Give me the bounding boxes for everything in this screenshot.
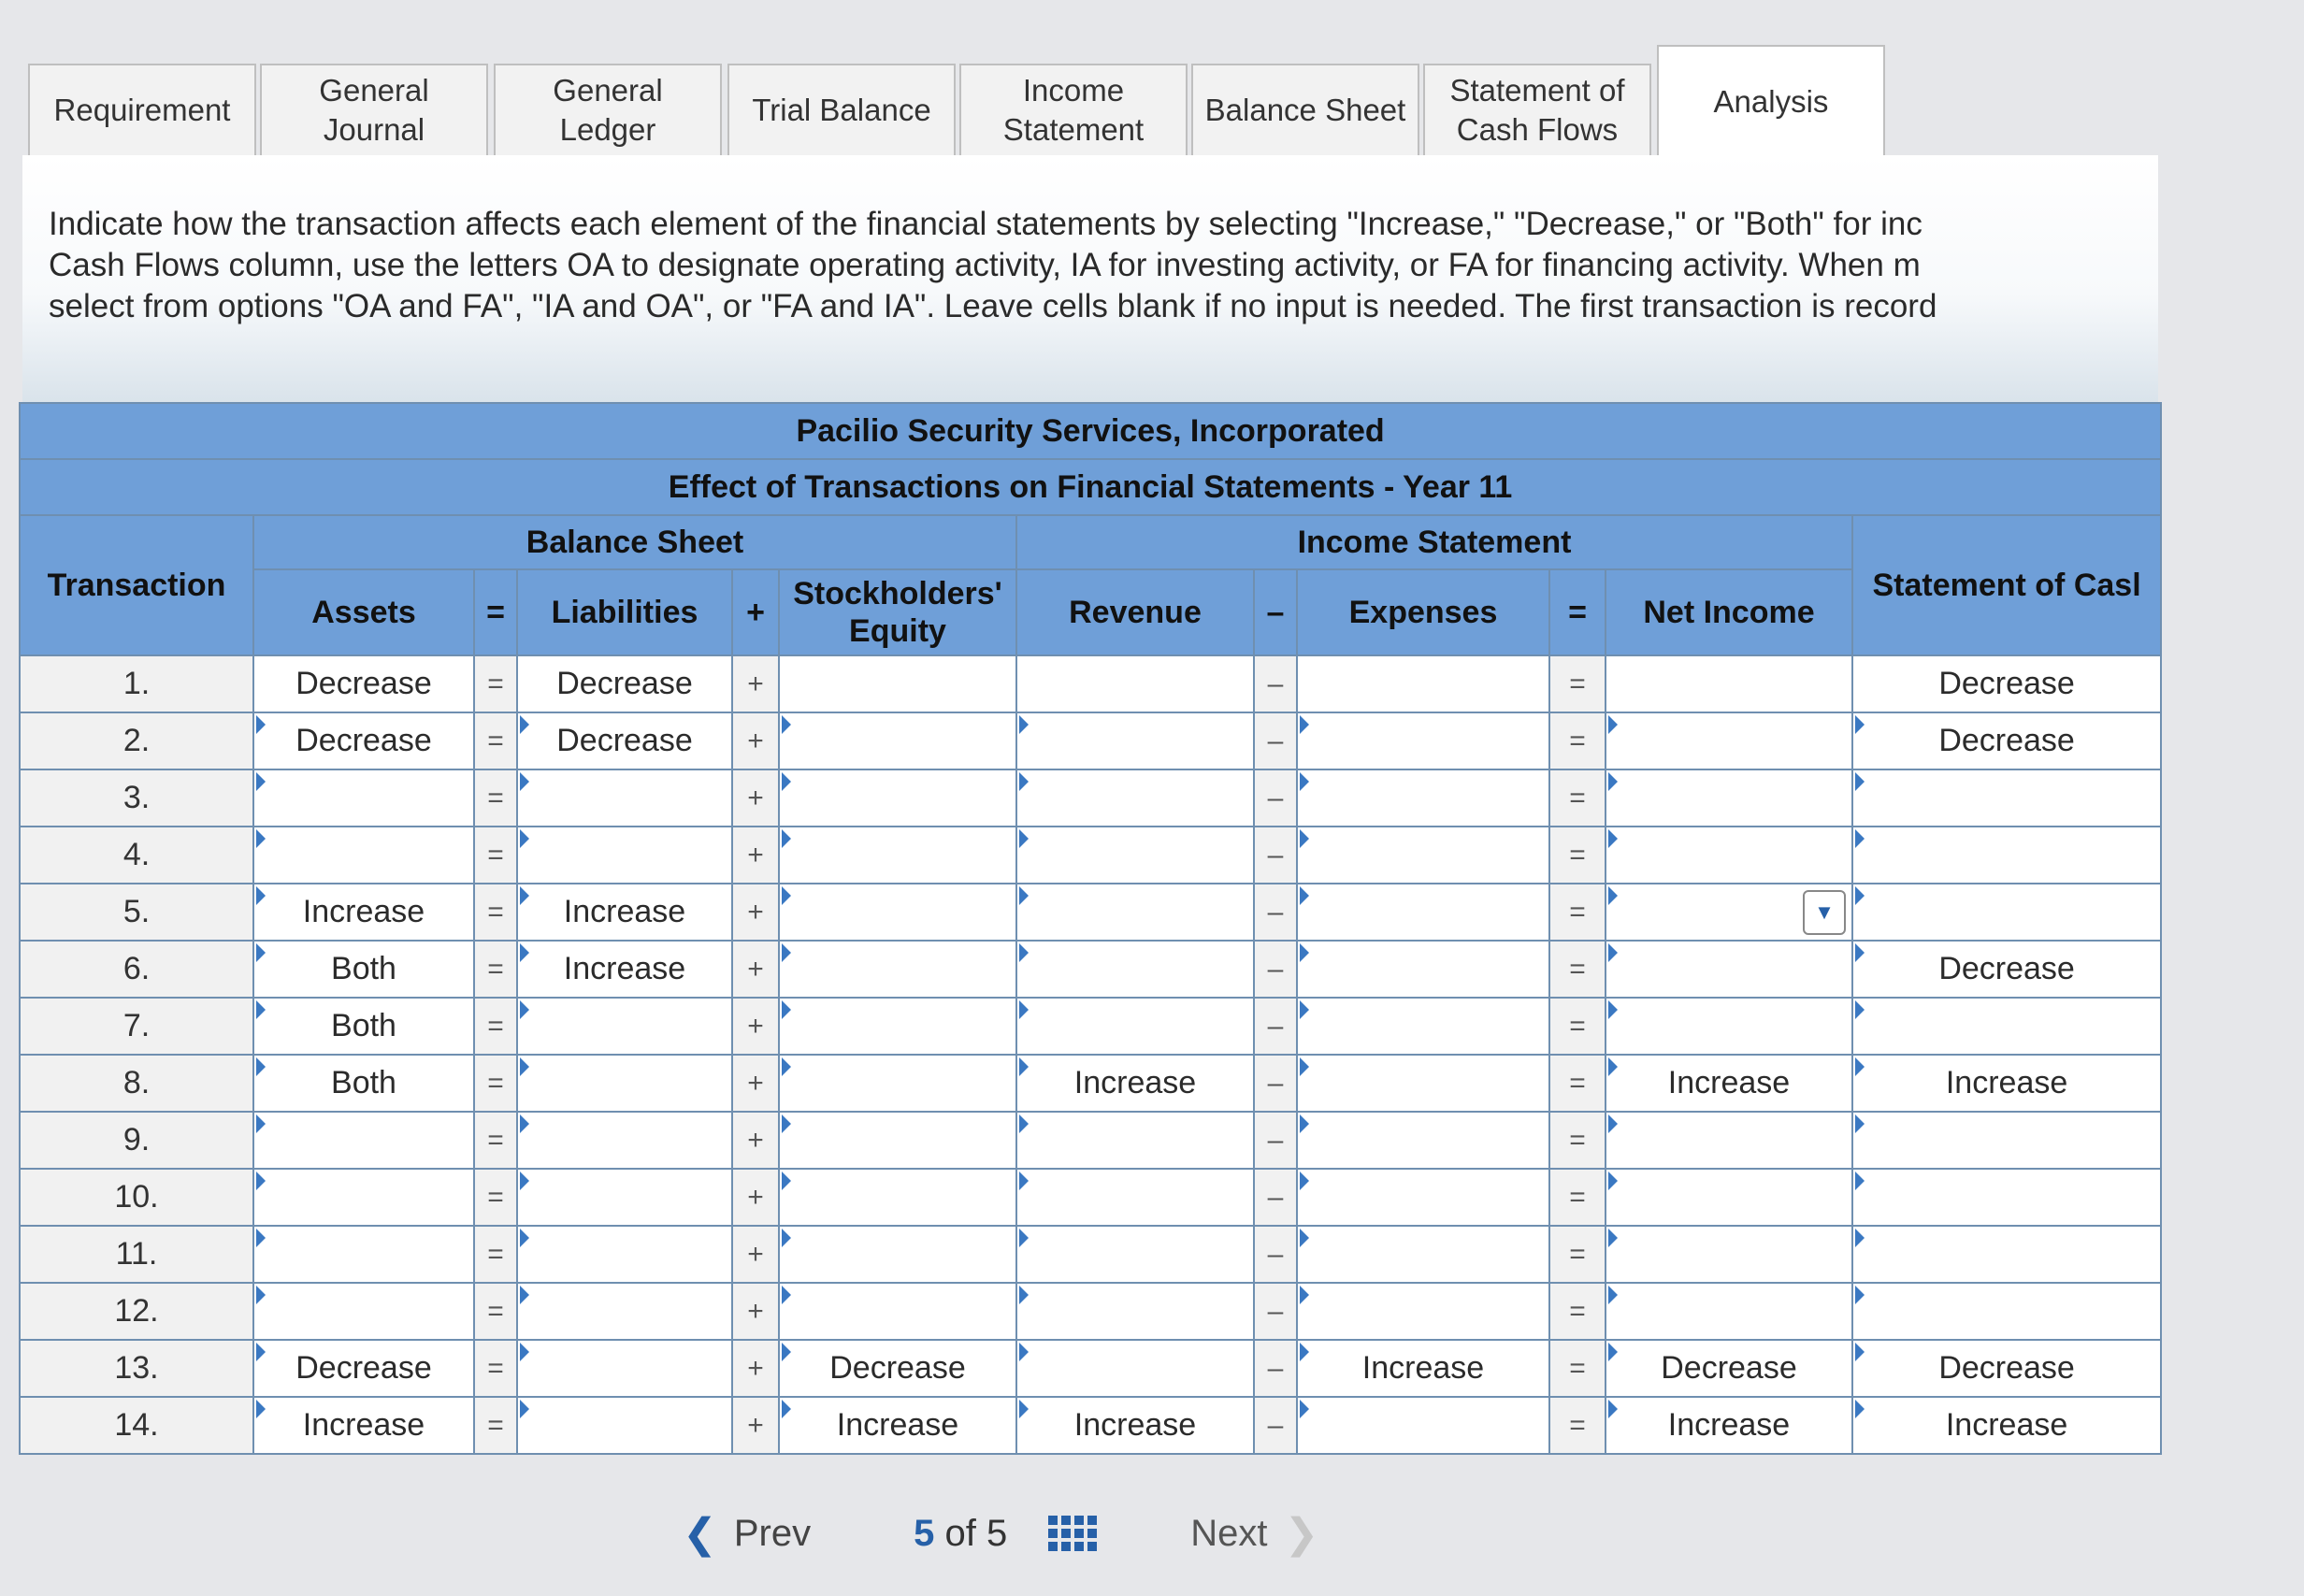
plus-sign: + [732,1169,779,1226]
equals-sign: = [1549,655,1606,712]
table-subtitle: Effect of Transactions on Financial Statements - Year 11 [20,459,2161,515]
col-liabilities: Liabilities [517,569,732,655]
equals-sign: = [474,1169,517,1226]
equity-select[interactable]: Increase [779,1397,1016,1454]
equity-select[interactable] [779,1112,1016,1169]
table-row [20,884,2161,941]
table-row [20,998,2161,1055]
effects-table [19,402,2162,1455]
col-minus: – [1254,569,1297,655]
instructions-line-1: Indicate how the transaction affects each element of the financial statements by selecting "Increase," "Decrease," or "Both" for inc [49,206,1922,242]
equity-select[interactable] [779,1055,1016,1112]
chevron-right-icon: ❯ [1284,1510,1319,1557]
transaction-number: 12. [20,1283,253,1340]
equals-sign: = [474,827,517,884]
net-income-select[interactable] [1606,712,1852,769]
col-expenses: Expenses [1297,569,1549,655]
net-income-select[interactable] [1606,1283,1852,1340]
plus-sign: + [732,769,779,827]
transaction-number: 3. [20,769,253,827]
equals-sign: = [1549,1169,1606,1226]
net-income-select[interactable]: Increase [1606,1397,1852,1454]
col-equals-2: = [1549,569,1606,655]
prev-button[interactable] [683,1510,811,1558]
assets-select[interactable]: Increase [253,1397,474,1454]
revenue-select[interactable]: Increase [1016,1055,1254,1112]
equity-select[interactable] [779,941,1016,998]
equals-sign: = [1549,941,1606,998]
page-counter [914,1513,1007,1555]
equals-sign: = [1549,884,1606,941]
group-income-statement: Income Statement [1016,515,1852,569]
equals-sign: = [1549,998,1606,1055]
liabilities-select[interactable]: Decrease [517,712,732,769]
minus-sign: – [1254,884,1297,941]
revenue-select[interactable] [1016,1283,1254,1340]
equity-select[interactable] [779,998,1016,1055]
table-row [20,769,2161,827]
expenses-select[interactable] [1297,1283,1549,1340]
transaction-number: 2. [20,712,253,769]
minus-sign: – [1254,1226,1297,1283]
minus-sign: – [1254,1397,1297,1454]
transaction-number: 6. [20,941,253,998]
transaction-number: 10. [20,1169,253,1226]
cash-flows-select[interactable]: Decrease [1852,941,2161,998]
net-income-select[interactable] [1606,827,1852,884]
equals-sign: = [474,1397,517,1454]
equals-sign: = [474,769,517,827]
plus-sign: + [732,1226,779,1283]
minus-sign: – [1254,1055,1297,1112]
expenses-select[interactable] [1297,941,1549,998]
equals-sign: = [1549,1340,1606,1397]
equals-sign: = [1549,1283,1606,1340]
transaction-number: 5. [20,884,253,941]
expenses-select[interactable] [1297,884,1549,941]
revenue-select[interactable] [1016,941,1254,998]
instructions-line-3: select from options "OA and FA", "IA and OA", or "FA and IA". Leave cells blank if no input is needed. The first transaction is record [49,288,1937,324]
tab-trial-balance[interactable]: Trial Balance [727,64,956,155]
next-label: Next [1190,1512,1268,1554]
liabilities-select[interactable] [517,1055,732,1112]
expenses-select[interactable] [1297,1397,1549,1454]
tab-statement-of-cash-flows[interactable]: Statement of Cash Flows [1423,64,1651,155]
net-income-select[interactable]: Decrease [1606,1340,1852,1397]
minus-sign: – [1254,1283,1297,1340]
plus-sign: + [732,655,779,712]
equals-sign: = [474,1055,517,1112]
tab-general-ledger[interactable]: General Ledger [494,64,722,155]
plus-sign: + [732,941,779,998]
equity-select[interactable] [779,884,1016,941]
liabilities-select[interactable]: Increase [517,884,732,941]
equity-select[interactable]: Decrease [779,1340,1016,1397]
revenue-select[interactable] [1016,827,1254,884]
expenses-select[interactable] [1297,827,1549,884]
tab-income-statement[interactable]: Income Statement [959,64,1188,155]
plus-sign: + [732,827,779,884]
table-row [20,1055,2161,1112]
of-label: of [944,1512,976,1554]
expenses-select[interactable] [1297,1226,1549,1283]
table-row [20,1226,2161,1283]
equals-sign: = [474,884,517,941]
plus-sign: + [732,1283,779,1340]
plus-sign: + [732,998,779,1055]
equity-select[interactable] [779,1226,1016,1283]
liabilities-select[interactable] [517,769,732,827]
current-page: 5 [914,1512,935,1554]
table-row [20,1169,2161,1226]
equals-sign: = [1549,1112,1606,1169]
next-button[interactable] [1190,1510,1318,1558]
net-income-select[interactable] [1606,884,1852,941]
company-name: Pacilio Security Services, Incorporated [20,403,2161,459]
revenue-select[interactable] [1016,712,1254,769]
cash-flows-select[interactable]: Decrease [1852,712,2161,769]
cash-flows-select[interactable] [1852,1226,2161,1283]
assets-select[interactable] [253,827,474,884]
cash-flows-select[interactable] [1852,884,2161,941]
assets-select[interactable] [253,1226,474,1283]
cash-flows-select[interactable] [1852,827,2161,884]
assets-select[interactable]: Decrease [253,655,474,712]
equals-sign: = [1549,712,1606,769]
minus-sign: – [1254,712,1297,769]
revenue-select[interactable] [1016,884,1254,941]
revenue-select[interactable] [1016,1226,1254,1283]
instructions-line-2: Cash Flows column, use the letters OA to designate operating activity, IA for investing activity, or FA for financing activity. When m [49,247,1921,283]
assets-select[interactable]: Both [253,998,474,1055]
revenue-select[interactable] [1016,998,1254,1055]
minus-sign: – [1254,1340,1297,1397]
table-body [20,655,2161,1454]
expenses-select[interactable] [1297,712,1549,769]
minus-sign: – [1254,1169,1297,1226]
total-pages: 5 [986,1512,1008,1554]
plus-sign: + [732,884,779,941]
equals-sign: = [1549,827,1606,884]
tab-balance-sheet[interactable]: Balance Sheet [1191,64,1419,155]
revenue-select[interactable]: Increase [1016,1397,1254,1454]
tab-analysis[interactable]: Analysis [1657,45,1885,157]
col-revenue: Revenue [1016,569,1254,655]
equals-sign: = [474,1226,517,1283]
equals-sign: = [474,1112,517,1169]
liabilities-select[interactable] [517,1397,732,1454]
equals-sign: = [1549,1226,1606,1283]
expenses-select[interactable] [1297,1169,1549,1226]
equity-select[interactable] [779,712,1016,769]
minus-sign: – [1254,827,1297,884]
instructions-panel [22,155,2158,408]
liabilities-select[interactable] [517,1340,732,1397]
equity-select[interactable] [779,827,1016,884]
cash-flows-select[interactable]: Decrease [1852,1340,2161,1397]
liabilities-select[interactable]: Increase [517,941,732,998]
col-stockholders-equity: Stockholders' Equity [779,569,1016,655]
minus-sign: – [1254,998,1297,1055]
cash-flows-select[interactable] [1852,1112,2161,1169]
transaction-number: 8. [20,1055,253,1112]
equals-sign: = [474,1340,517,1397]
transaction-number: 7. [20,998,253,1055]
col-net-income: Net Income [1606,569,1852,655]
minus-sign: – [1254,941,1297,998]
assets-select[interactable] [253,769,474,827]
revenue-select[interactable] [1016,1169,1254,1226]
cash-flows-select[interactable] [1852,1283,2161,1340]
plus-sign: + [732,1112,779,1169]
liabilities-select[interactable] [517,1112,732,1169]
assets-select[interactable]: Both [253,941,474,998]
cash-flows-select[interactable] [1852,998,2161,1055]
assets-select[interactable]: Both [253,1055,474,1112]
pagination-bar [636,1487,1403,1580]
plus-sign: + [732,1055,779,1112]
minus-sign: – [1254,1112,1297,1169]
liabilities-select[interactable] [517,1226,732,1283]
expenses-select[interactable] [1297,769,1549,827]
liabilities-select[interactable] [517,827,732,884]
equals-sign: = [474,655,517,712]
net-income-select[interactable] [1606,655,1852,712]
net-income-select[interactable] [1606,1112,1852,1169]
revenue-select[interactable] [1016,769,1254,827]
transaction-number: 14. [20,1397,253,1454]
table-row [20,712,2161,769]
group-statement-of-cash-flows: Statement of Casl [1852,515,2161,655]
chevron-left-icon: ❮ [683,1510,717,1557]
assets-select[interactable] [253,1169,474,1226]
equity-select[interactable] [779,1169,1016,1226]
expenses-select[interactable] [1297,998,1549,1055]
col-plus: + [732,569,779,655]
liabilities-select[interactable] [517,1169,732,1226]
col-equals-1: = [474,569,517,655]
minus-sign: – [1254,655,1297,712]
table-row [20,1397,2161,1454]
revenue-select[interactable] [1016,1112,1254,1169]
net-income-select[interactable] [1606,769,1852,827]
revenue-select[interactable] [1016,655,1254,712]
net-income-select[interactable] [1606,998,1852,1055]
cash-flows-select[interactable] [1852,1169,2161,1226]
assets-select[interactable] [253,1112,474,1169]
equals-sign: = [474,941,517,998]
equals-sign: = [474,712,517,769]
plus-sign: + [732,1397,779,1454]
assets-select[interactable]: Increase [253,884,474,941]
table-row [20,655,2161,712]
transaction-number: 9. [20,1112,253,1169]
transaction-number: 1. [20,655,253,712]
expenses-select[interactable] [1297,1112,1549,1169]
expenses-select[interactable] [1297,655,1549,712]
equals-sign: = [1549,769,1606,827]
table-row [20,1112,2161,1169]
equals-sign: = [1549,1055,1606,1112]
cash-flows-select[interactable]: Increase [1852,1397,2161,1454]
net-income-select[interactable] [1606,1169,1852,1226]
liabilities-select[interactable] [517,1283,732,1340]
prev-label: Prev [733,1512,812,1554]
table-row [20,827,2161,884]
table-row [20,1340,2161,1397]
group-balance-sheet: Balance Sheet [253,515,1016,569]
assets-select[interactable] [253,1283,474,1340]
equals-sign: = [1549,1397,1606,1454]
col-transaction: Transaction [20,515,253,655]
cash-flows-select[interactable]: Decrease [1852,655,2161,712]
assets-select[interactable]: Decrease [253,1340,474,1397]
cash-flows-select[interactable]: Increase [1852,1055,2161,1112]
equity-select[interactable] [779,1283,1016,1340]
col-assets: Assets [253,569,474,655]
liabilities-select[interactable] [517,998,732,1055]
minus-sign: – [1254,769,1297,827]
equity-select[interactable] [779,769,1016,827]
table-row [20,941,2161,998]
expenses-select[interactable]: Increase [1297,1340,1549,1397]
tab-general-journal[interactable]: General Journal [260,64,488,155]
table-row [20,1283,2161,1340]
dropdown-arrow-icon[interactable]: ▼ [1803,890,1846,935]
liabilities-select[interactable]: Decrease [517,655,732,712]
plus-sign: + [732,1340,779,1397]
equity-select[interactable] [779,655,1016,712]
equals-sign: = [474,1283,517,1340]
tab-requirement[interactable]: Requirement [28,64,256,155]
transaction-number: 13. [20,1340,253,1397]
assets-select[interactable]: Decrease [253,712,474,769]
grid-view-icon[interactable] [1048,1516,1097,1551]
expenses-select[interactable] [1297,1055,1549,1112]
net-income-select[interactable]: Increase [1606,1055,1852,1112]
plus-sign: + [732,712,779,769]
transaction-number: 11. [20,1226,253,1283]
revenue-select[interactable] [1016,1340,1254,1397]
net-income-select[interactable] [1606,1226,1852,1283]
cash-flows-select[interactable] [1852,769,2161,827]
net-income-select[interactable] [1606,941,1852,998]
equals-sign: = [474,998,517,1055]
transaction-number: 4. [20,827,253,884]
